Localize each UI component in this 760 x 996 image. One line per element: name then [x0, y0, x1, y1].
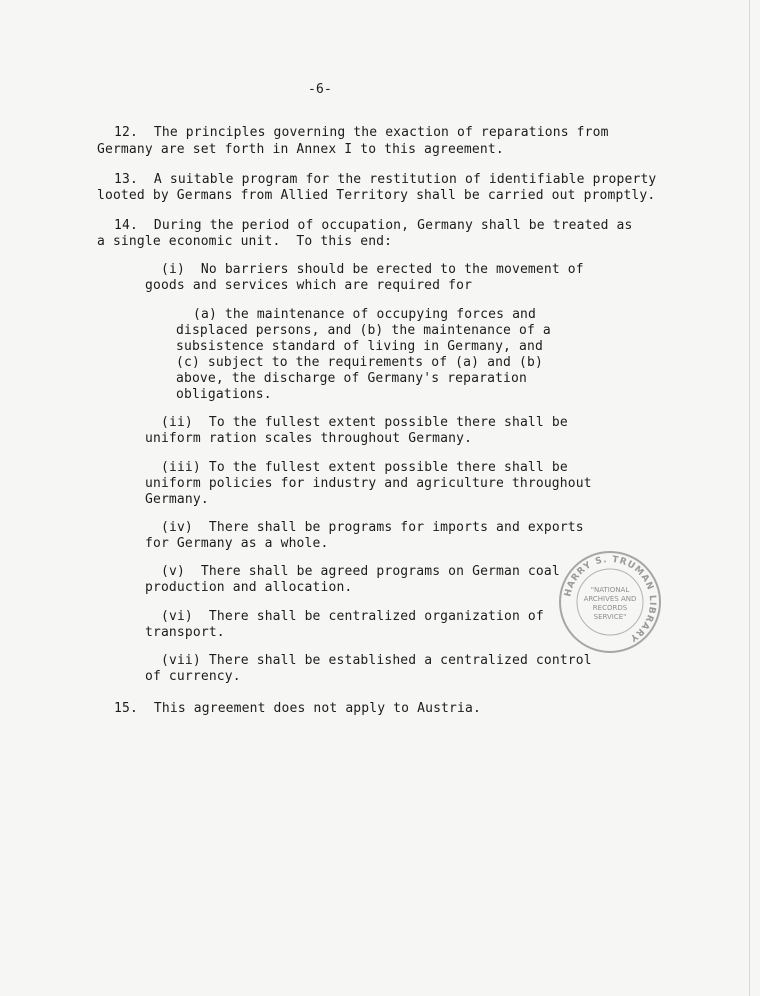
stamp-center-line-4: SERVICE" [593, 613, 627, 621]
paragraph-13-line-1: 13. A suitable program for the restitution of identifiable property [114, 172, 657, 187]
item-v-line-1: (v) There shall be agreed programs on German coal [161, 564, 560, 579]
item-i-sub-line-1: (a) the maintenance of occupying forces and [193, 307, 536, 322]
item-iii-line-2: uniform policies for industry and agriculture throughout [145, 476, 592, 491]
page-number: -6- [308, 82, 332, 97]
item-vii-line-1: (vii) There shall be established a centralized control [161, 653, 592, 668]
stamp-ring-text: HARRY S. TRUMAN LIBRARY [563, 554, 658, 644]
item-i-sub-line-2: displaced persons, and (b) the maintenance of a [176, 323, 551, 338]
item-v-line-2: production and allocation. [145, 580, 353, 595]
paragraph-12-line-2: Germany are set forth in Annex I to this agreement. [97, 142, 504, 157]
item-iii-line-3: Germany. [145, 492, 209, 507]
item-i-sub-line-6: obligations. [176, 387, 272, 402]
item-vi-line-2: transport. [145, 625, 225, 640]
item-iv-line-1: (iv) There shall be programs for imports and exports [161, 520, 584, 535]
library-stamp [556, 548, 664, 656]
item-iii-line-1: (iii) To the fullest extent possible there shall be [161, 460, 568, 475]
stamp-center-line-3: RECORDS [592, 604, 628, 612]
stamp-center-line-2: ARCHIVES AND [583, 595, 637, 603]
item-vi-line-1: (vi) There shall be centralized organization of [161, 609, 544, 624]
item-ii-line-1: (ii) To the fullest extent possible there shall be [161, 415, 568, 430]
paragraph-13-line-2: looted by Germans from Allied Territory shall be carried out promptly. [97, 188, 656, 203]
item-i-line-2: goods and services which are required for [145, 278, 473, 293]
paragraph-14-line-1: 14. During the period of occupation, Germany shall be treated as [114, 218, 633, 233]
item-i-sub-line-3: subsistence standard of living in Germany, and [176, 339, 543, 354]
stamp-seal-icon [556, 548, 664, 656]
paragraph-12-line-1: 12. The principles governing the exaction of reparations from [114, 125, 609, 140]
page-edge [749, 0, 750, 996]
item-i-sub-line-4: (c) subject to the requirements of (a) and (b) [176, 355, 543, 370]
paragraph-15: 15. This agreement does not apply to Austria. [114, 701, 481, 716]
item-i-line-1: (i) No barriers should be erected to the movement of [161, 262, 584, 277]
paragraph-14-line-2: a single economic unit. To this end: [97, 234, 393, 249]
stamp-center-line-1: "NATIONAL [590, 586, 630, 594]
item-iv-line-2: for Germany as a whole. [145, 536, 329, 551]
item-vii-line-2: of currency. [145, 669, 241, 684]
item-i-sub-line-5: above, the discharge of Germany's reparation [176, 371, 527, 386]
item-ii-line-2: uniform ration scales throughout Germany. [145, 431, 473, 446]
